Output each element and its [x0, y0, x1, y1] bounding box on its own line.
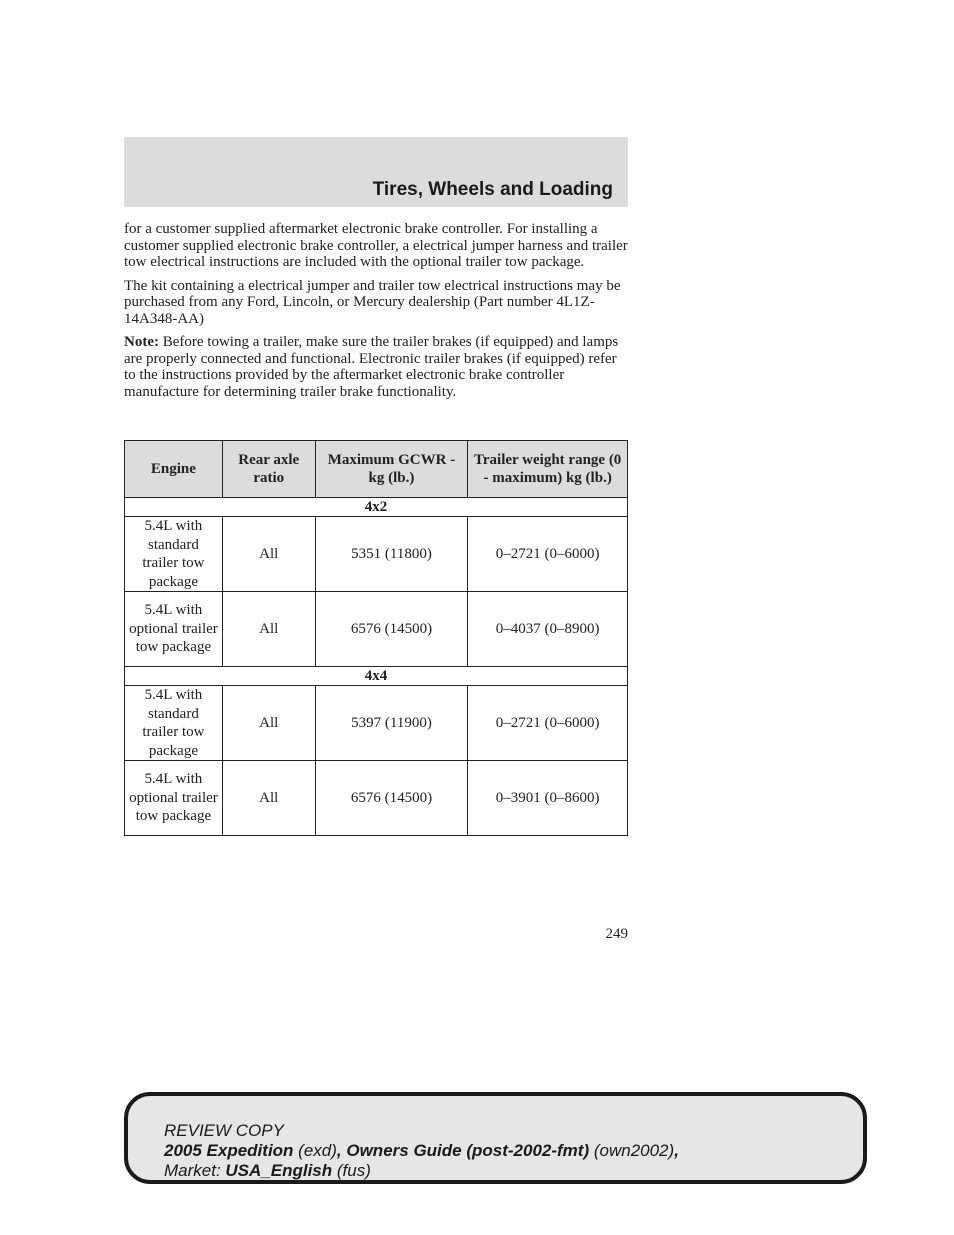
- paragraph-kit: The kit containing a electrical jumper and trailer tow electrical instructions may be purchased from any Ford, Lincoln, or Mercury dealership (Part number 4L1Z-14A348-AA): [124, 277, 621, 327]
- review-copy-footer: [124, 1092, 867, 1184]
- engine-cell: 5.4L with optional trailer tow package: [125, 761, 223, 836]
- gcwr-cell: 5351 (11800): [315, 517, 468, 592]
- table-row: [125, 592, 628, 667]
- trailer-weight-cell: 0–2721 (0–6000): [468, 517, 628, 592]
- gcwr-cell: 6576 (14500): [315, 761, 468, 836]
- axle-ratio-cell: All: [222, 761, 315, 836]
- footer-line-model: [164, 1141, 679, 1161]
- gcwr-cell: 6576 (14500): [315, 592, 468, 667]
- footer-model: 2005 Expedition: [164, 1141, 294, 1160]
- footer-market: USA_English: [225, 1161, 333, 1180]
- footer-guide: Owners Guide (post-2002-fmt): [346, 1141, 590, 1160]
- footer-guide-code: (own2002): [589, 1141, 675, 1160]
- note-text: Before towing a trailer, make sure the trailer brakes (if equipped) and lamps are properly connected and functional. Electronic trailer brakes (if equipped) refer to the instructions provided by the aftermarket electronic brake controller manufacture for determining trailer brake functionality.: [124, 334, 619, 400]
- group-row-4x4: [125, 667, 628, 686]
- body-text: [124, 221, 628, 407]
- trailer-weight-cell: 0–3901 (0–8600): [468, 761, 628, 836]
- trailer-towing-table: [124, 440, 628, 836]
- axle-ratio-cell: All: [222, 686, 315, 761]
- footer-sep: ,: [674, 1141, 679, 1160]
- table-row: [125, 517, 628, 592]
- page-number: 249: [605, 926, 628, 942]
- table-row: [125, 761, 628, 836]
- header-trailer-weight-range: Trailer weight range (0 - maximum) kg (lb.): [468, 441, 628, 498]
- footer-market-code: (fus): [332, 1161, 371, 1180]
- section-header-band: [124, 137, 628, 207]
- note-label: Note:: [124, 334, 159, 350]
- note-paragraph: [124, 334, 628, 400]
- paragraph-brake-controller: for a customer supplied aftermarket electronic brake controller. For installing a customer supplied electronic brake controller, a electrical jumper harness and trailer tow electrical instructions are included with the optional trailer tow package.: [124, 221, 628, 270]
- axle-ratio-cell: All: [222, 517, 315, 592]
- footer-model-code: (exd): [293, 1141, 337, 1160]
- engine-cell: 5.4L with standard trailer tow package: [125, 517, 223, 592]
- footer-line-market: [164, 1161, 679, 1181]
- table-row: [125, 686, 628, 761]
- table-header-row: [125, 441, 628, 498]
- gcwr-cell: 5397 (11900): [315, 686, 468, 761]
- group-label: 4x4: [125, 667, 628, 686]
- footer-sep: ,: [336, 1141, 347, 1160]
- engine-cell: 5.4L with standard trailer tow package: [125, 686, 223, 761]
- axle-ratio-cell: All: [222, 592, 315, 667]
- trailer-weight-cell: 0–4037 (0–8900): [468, 592, 628, 667]
- group-row-4x2: [125, 498, 628, 517]
- review-copy-label: REVIEW COPY: [164, 1121, 284, 1140]
- header-engine: Engine: [125, 441, 223, 498]
- header-max-gcwr: Maximum GCWR - kg (lb.): [315, 441, 468, 498]
- group-label: 4x2: [125, 498, 628, 517]
- trailer-weight-cell: 0–2721 (0–6000): [468, 686, 628, 761]
- footer-text: [164, 1121, 679, 1181]
- section-title: Tires, Wheels and Loading: [372, 179, 613, 200]
- header-rear-axle-ratio: Rear axle ratio: [222, 441, 315, 498]
- footer-market-label: Market:: [164, 1161, 226, 1180]
- engine-cell: 5.4L with optional trailer tow package: [125, 592, 223, 667]
